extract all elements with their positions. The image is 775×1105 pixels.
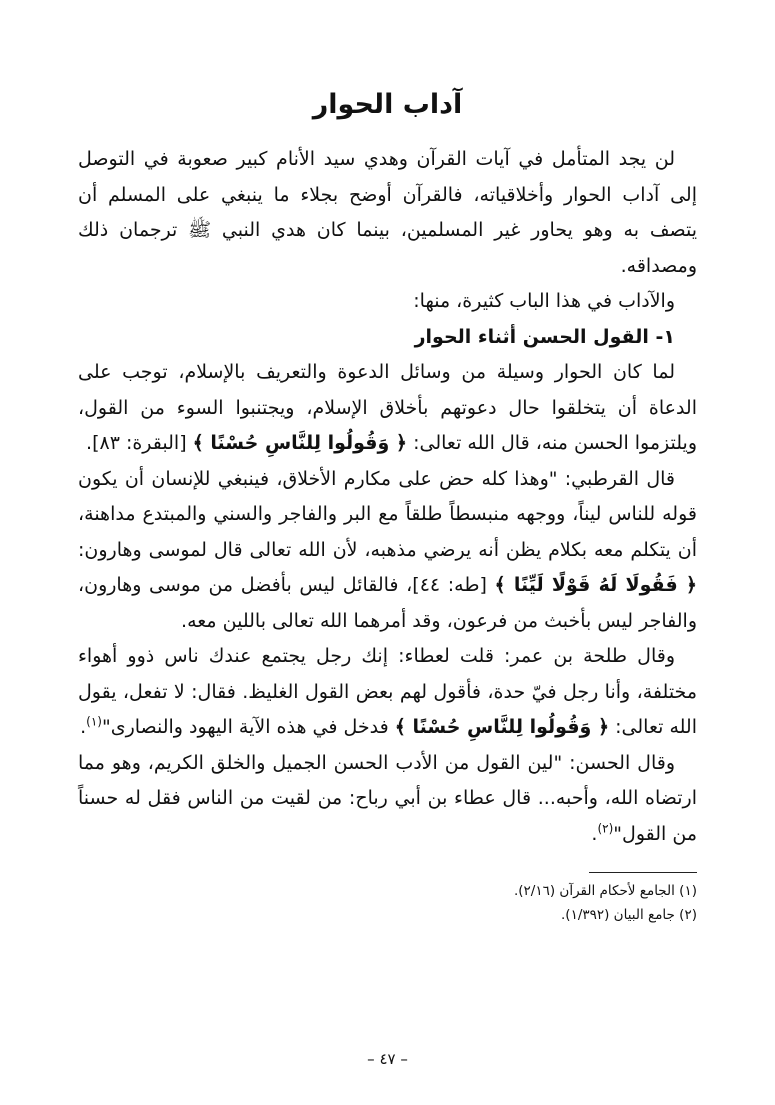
paragraph-intro: لن يجد المتأمل في آيات القرآن وهدي سيد الأنام كبير صعوبة في التوصل إلى آداب الحوار وأخلاقياته، فالقرآن أوضح بجلاء ما ينبغي على المسلم أن يتصف به وهو يحاور غير المسلمين، بينما كان هدي النبي ﷺ ترجمان ذلك ومصداقه. [78, 148, 697, 277]
quran-verse: ﴿ فَقُولَا لَهُ قَوْلًا لَيِّنًا ﴾ [494, 574, 697, 596]
footnote-item: (١) الجامع لأحكام القرآن (٢/١٦). [513, 883, 697, 899]
quran-verse: ﴿ وَقُولُوا لِلنَّاسِ حُسْنًا ﴾ [192, 432, 408, 454]
footnote-item: (٢) جامع البيان (١/٣٩٢). [561, 907, 697, 923]
verse-reference: [البقرة: ٨٣]. [86, 432, 187, 454]
paragraph-qurtubi [78, 462, 697, 640]
paragraph-text: لما كان الحوار وسيلة من وسائل الدعوة والتعريف بالإسلام، توجب على الدعاة أن يتخلقوا حال دعوتهم بأخلاق الإسلام، ويجتنبوا السوء من القول، ويلتزموا الحسن منه، قال الله تعالى: [78, 361, 697, 454]
punctuation: . [80, 716, 87, 738]
footnote-divider [589, 872, 697, 873]
paragraph-hasan [78, 746, 697, 853]
page-number: – ٤٧ – [367, 1050, 408, 1068]
paragraph-text: وقال الحسن: "لين القول من الأدب الحسن الجميل والخلق الكريم، وهو مما ارتضاه الله، وأحبه... قال عطاء بن أبي رباح: من لقيت من الناس فقل له حسناً من القول" [78, 751, 697, 845]
section-heading-good-speech: ١- القول الحسن أثناء الحوار [414, 325, 675, 348]
paragraph-list-intro: والآداب في هذا الباب كثيرة، منها: [413, 290, 675, 312]
page-title: آداب الحوار [312, 89, 463, 120]
footnote-marker[interactable]: (٢) [597, 821, 614, 836]
footnote-marker[interactable]: (١) [86, 714, 102, 729]
footnotes [78, 879, 697, 927]
paragraph-text: فالقائل ليس بأفضل من موسى وهارون، والفاجر ليس بأخبث من فرعون، وقد أمرهما الله تعالى باللين معه. [78, 574, 697, 632]
paragraph-dawah [78, 355, 697, 462]
punctuation: . [591, 822, 598, 845]
verse-reference: [طه: ٤٤]، [406, 574, 487, 596]
paragraph-text: قال القرطبي: "وهذا كله حض على مكارم الأخلاق، فينبغي للإنسان أن يكون قوله للناس ليناً، ووجهه منبسطاً طلقاً مع البر والفاجر والسني والمبتدع مداهنة، أن يتكلم معه بكلام يظن أنه يرضي مذهبه، لأن الله تعالى قال لموسى وهارون: [78, 467, 697, 561]
quran-verse: ﴿ وَقُولُوا لِلنَّاسِ حُسْنًا ﴾ [394, 716, 610, 738]
paragraph-text: فدخل في هذه الآية اليهود والنصارى" [101, 716, 389, 738]
main-text [78, 142, 697, 852]
paragraph-talha [78, 639, 697, 746]
paragraph-text: وقال طلحة بن عمر: قلت لعطاء: إنك رجل يجتمع عندك ناس ذوو أهواء مختلفة، وأنا رجل فيّ حدة، فأقول لهم بعض القول الغليظ. فقال: لا تفعل، يقول الله تعالى: [78, 645, 697, 738]
